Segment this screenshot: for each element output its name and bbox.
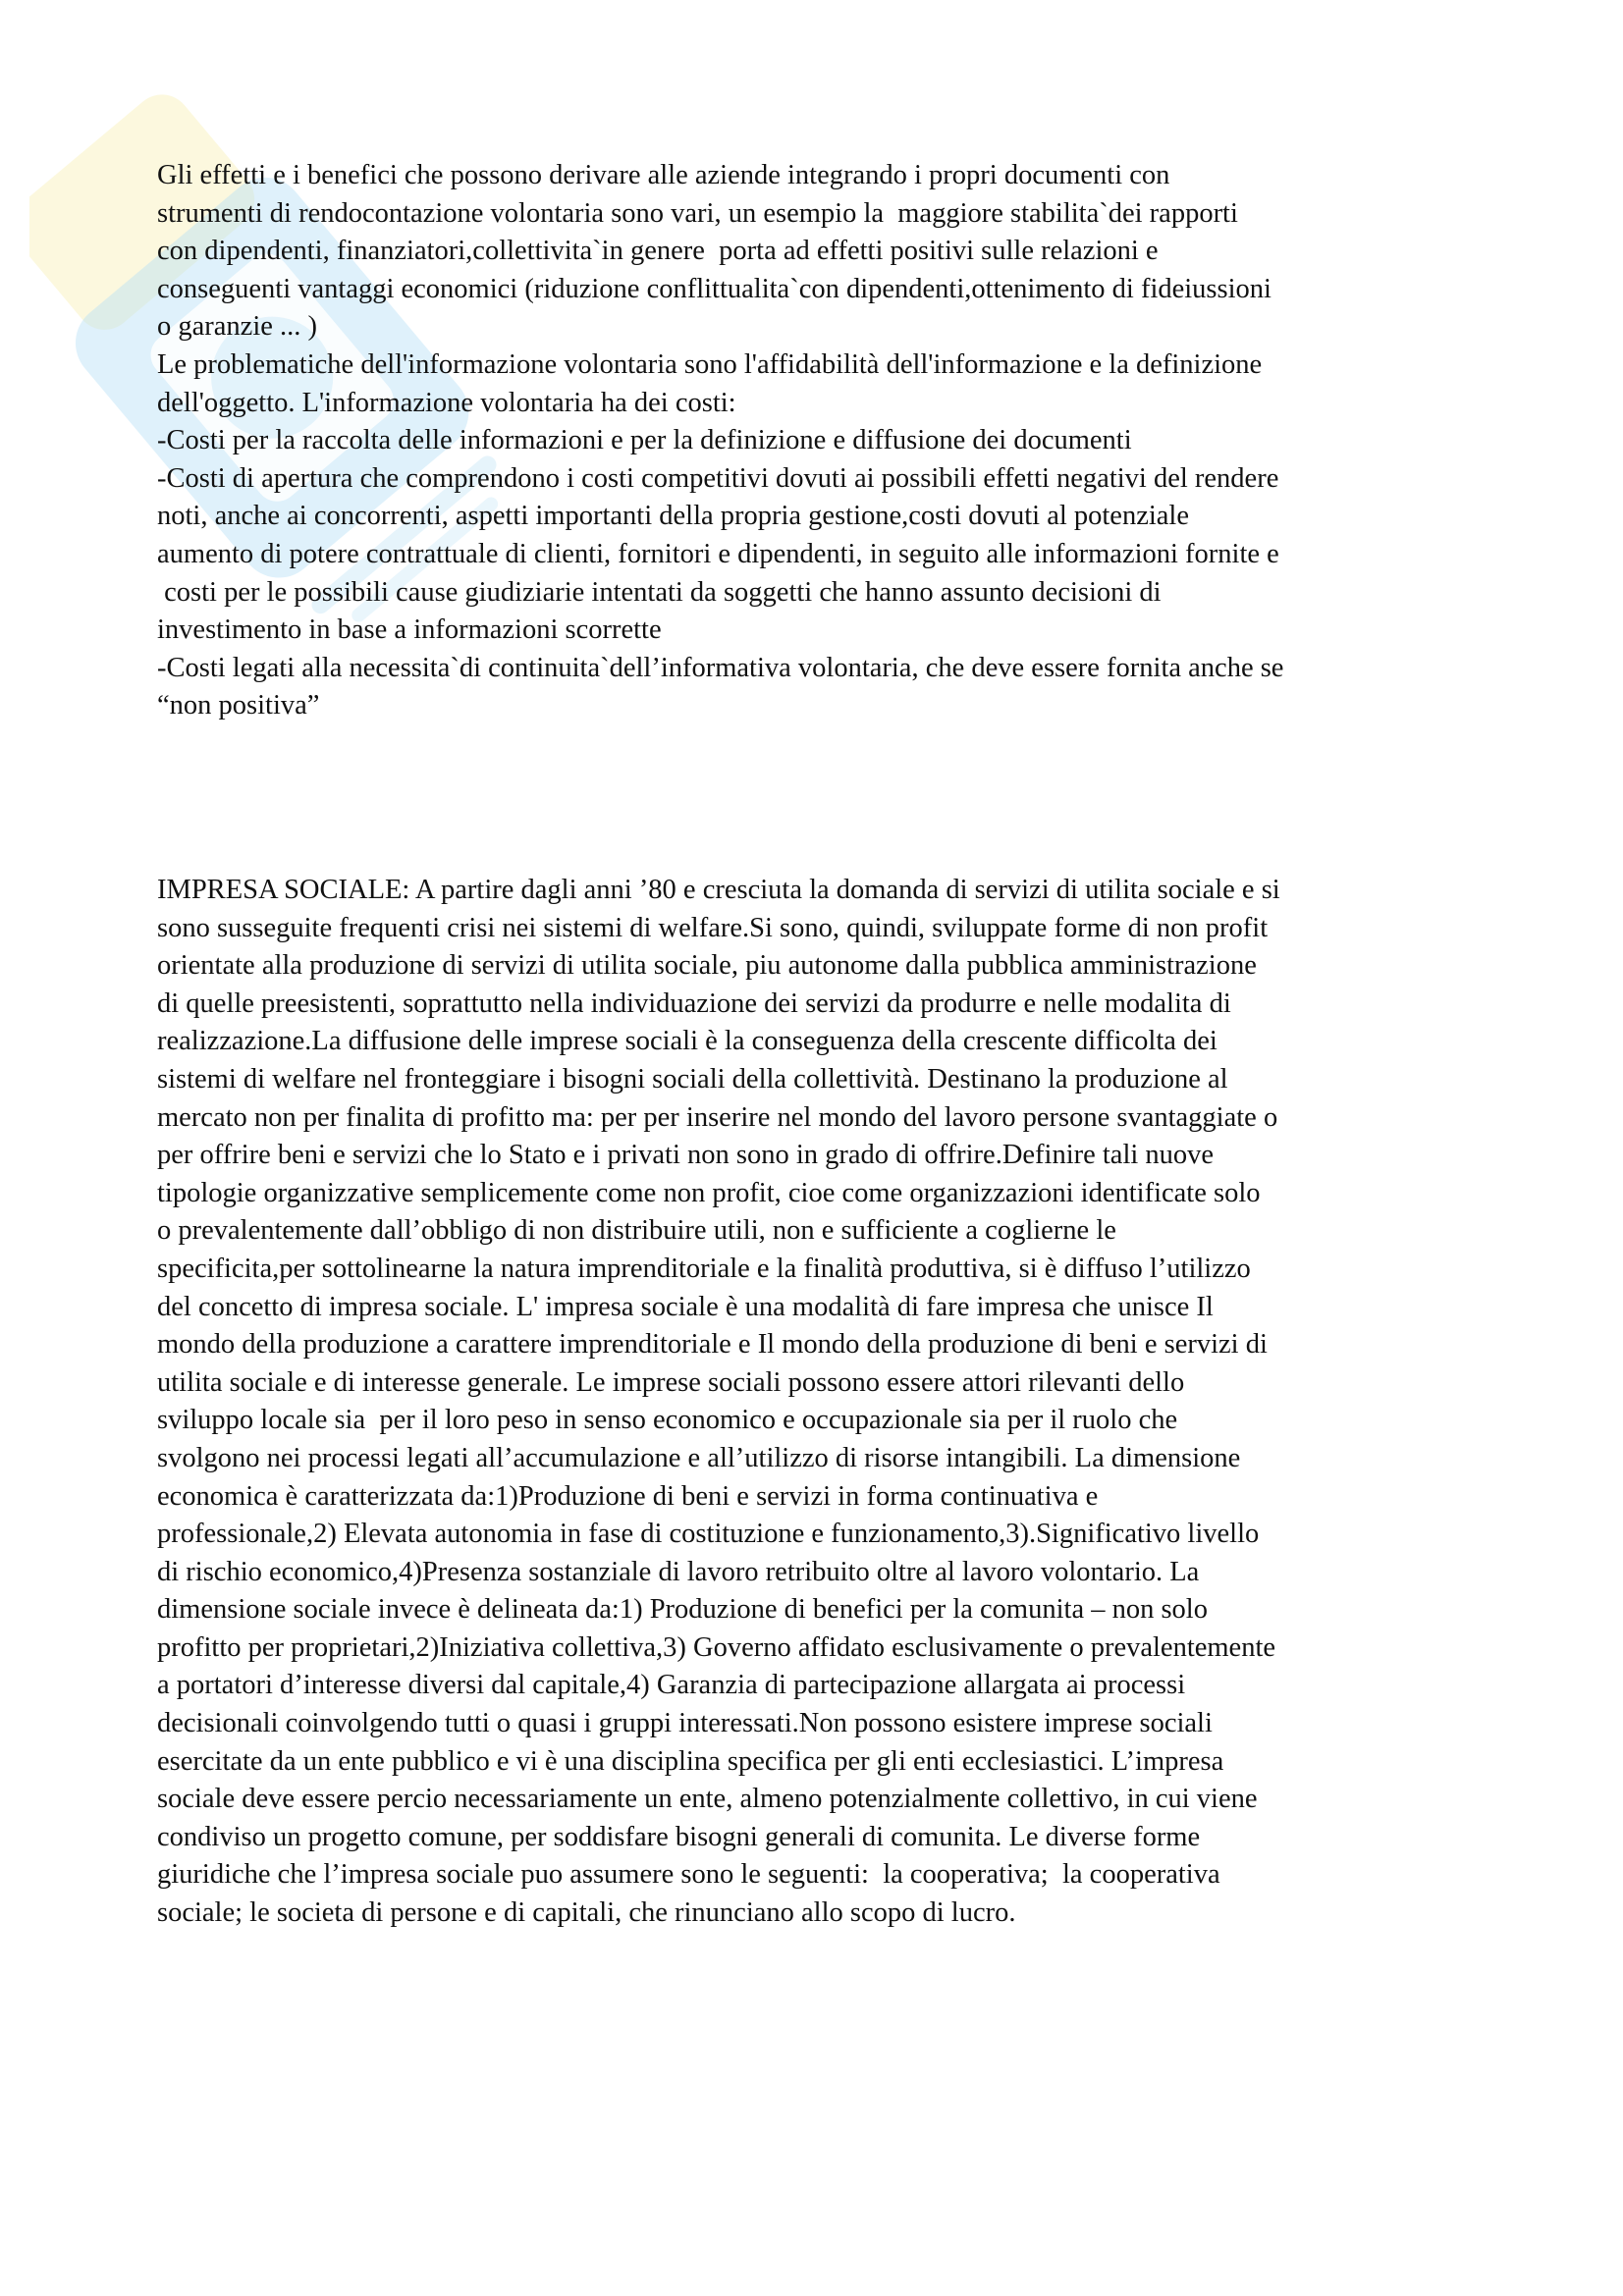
text-line: -Costi di apertura che comprendono i costi competitivi dovuti ai possibili effetti negativi del rendere [157, 462, 1279, 494]
text-line: mondo della produzione a carattere imprenditoriale e Il mondo della produzione di beni e servizi di [157, 1329, 1268, 1361]
text-line: conseguenti vantaggi economici (riduzione conflittualita`con dipendenti,ottenimento di fideiussioni [157, 273, 1271, 304]
text-line: -Costi legati alla necessita`di continuita`dell’informativa volontaria, che deve essere fornita anche se [157, 652, 1284, 683]
text-line: Le problematiche dell'informazione volontaria sono l'affidabilità dell'informazione e la definizione [157, 348, 1263, 380]
text-line: dell'oggetto. L'informazione volontaria ha dei costi: [157, 387, 736, 418]
text-line: di quelle preesistenti, soprattutto nella individuazione dei servizi da produrre e nelle modalita di [157, 988, 1231, 1019]
text-line: dimensione sociale invece è delineata da:1) Produzione di benefici per la comunita – non solo [157, 1594, 1208, 1626]
text-line: “non positiva” [157, 690, 320, 721]
text-line: Gli effetti e i benefici che possono derivare alle aziende integrando i propri documenti con [157, 160, 1170, 190]
paragraph-voluntary-information [157, 157, 1492, 725]
text-line: strumenti di rendocontazione volontaria sono vari, un esempio la maggiore stabilita`dei rapporti [157, 197, 1238, 229]
text-line: aumento di potere contrattuale di clienti, fornitori e dipendenti, in seguito alle informazioni fornite e [157, 538, 1279, 569]
text-line: esercitate da un ente pubblico e vi è una disciplina specifica per gli enti ecclesiastici. L’impresa [157, 1745, 1224, 1777]
text-line: IMPRESA SOCIALE: A partire dagli anni ’80 e cresciuta la domanda di servizi di utilita sociale e si [157, 875, 1280, 905]
text-line: economica è caratterizzata da:1)Produzione di beni e servizi in forma continuativa e [157, 1480, 1099, 1512]
text-line: -Costi per la raccolta delle informazioni e per la definizione e diffusione dei documenti [157, 425, 1132, 456]
text-line: sociale; le societa di persone e di capitali, che rinunciano allo scopo di lucro. [157, 1897, 1016, 1929]
text-line: decisionali coinvolgendo tutti o quasi i gruppi interessati.Non possono esistere imprese sociali [157, 1708, 1213, 1739]
text-line: specificita,per sottolinearne la natura imprenditoriale e la finalità produttiva, si è diffuso l’utilizzo [157, 1253, 1251, 1284]
text-line: orientate alla produzione di servizi di utilita sociale, piu autonome dalla pubblica amministrazione [157, 950, 1257, 982]
text-line: utilita sociale e di interesse generale. Le imprese sociali possono essere attori rilevanti dello [157, 1366, 1185, 1398]
text-line: a portatori d’interesse diversi dal capitale,4) Garanzia di partecipazione allargata ai processi [157, 1670, 1186, 1701]
text-line: o garanzie ... ) [157, 311, 317, 343]
text-line: tipologie organizzative semplicemente come non profit, cioe come organizzazioni identificate solo [157, 1177, 1261, 1208]
text-line: di rischio economico,4)Presenza sostanziale di lavoro retribuito oltre al lavoro volontario. La [157, 1556, 1200, 1587]
text-line: mercato non per finalita di profitto ma: per per inserire nel mondo del lavoro persone svantaggiate o [157, 1101, 1278, 1133]
text-line: costi per le possibili cause giudiziarie intentati da soggetti che hanno assunto decisioni di [157, 576, 1162, 608]
text-line: sviluppo locale sia per il loro peso in senso economico e occupazionale sia per il ruolo che [157, 1405, 1178, 1436]
text-line: profitto per proprietari,2)Iniziativa collettiva,3) Governo affidato esclusivamente o prevalentemente [157, 1631, 1276, 1663]
text-line: con dipendenti, finanziatori,collettivita`in genere porta ad effetti positivi sulle relazioni e [157, 236, 1159, 267]
text-line: investimento in base a informazioni scorrette [157, 614, 662, 646]
text-line: per offrire beni e servizi che lo Stato e i privati non sono in grado di offrire.Definire tali nuove [157, 1140, 1215, 1171]
text-line: noti, anche ai concorrenti, aspetti importanti della propria gestione,costi dovuti al potenziale [157, 501, 1189, 532]
text-line: sistemi di welfare nel fronteggiare i bisogni sociali della collettività. Destinano la produzione al [157, 1063, 1228, 1095]
text-line: svolgono nei processi legati all’accumulazione e all’utilizzo di risorse intangibili. La dimensione [157, 1442, 1241, 1473]
text-line: o prevalentemente dall’obbligo di non distribuire utili, non e sufficiente a coglierne le [157, 1215, 1116, 1247]
paragraph-impresa-sociale [157, 872, 1492, 1933]
text-line: giuridiche che l’impresa sociale puo assumere sono le seguenti: la cooperativa; la cooperativa [157, 1859, 1220, 1891]
text-line: realizzazione.La diffusione delle imprese sociali è la conseguenza della crescente difficolta dei [157, 1026, 1217, 1057]
text-line: condiviso un progetto comune, per soddisfare bisogni generali di comunita. Le diverse forme [157, 1821, 1201, 1852]
text-line: sono susseguite frequenti crisi nei sistemi di welfare.Si sono, quindi, sviluppate forme di non profit [157, 912, 1269, 943]
text-line: professionale,2) Elevata autonomia in fase di costituzione e funzionamento,3).Significativo livello [157, 1519, 1260, 1550]
text-line: sociale deve essere percio necessariamente un ente, almeno potenzialmente collettivo, in cui viene [157, 1784, 1258, 1815]
text-line: del concetto di impresa sociale. L' impresa sociale è una modalità di fare impresa che unisce Il [157, 1291, 1214, 1322]
